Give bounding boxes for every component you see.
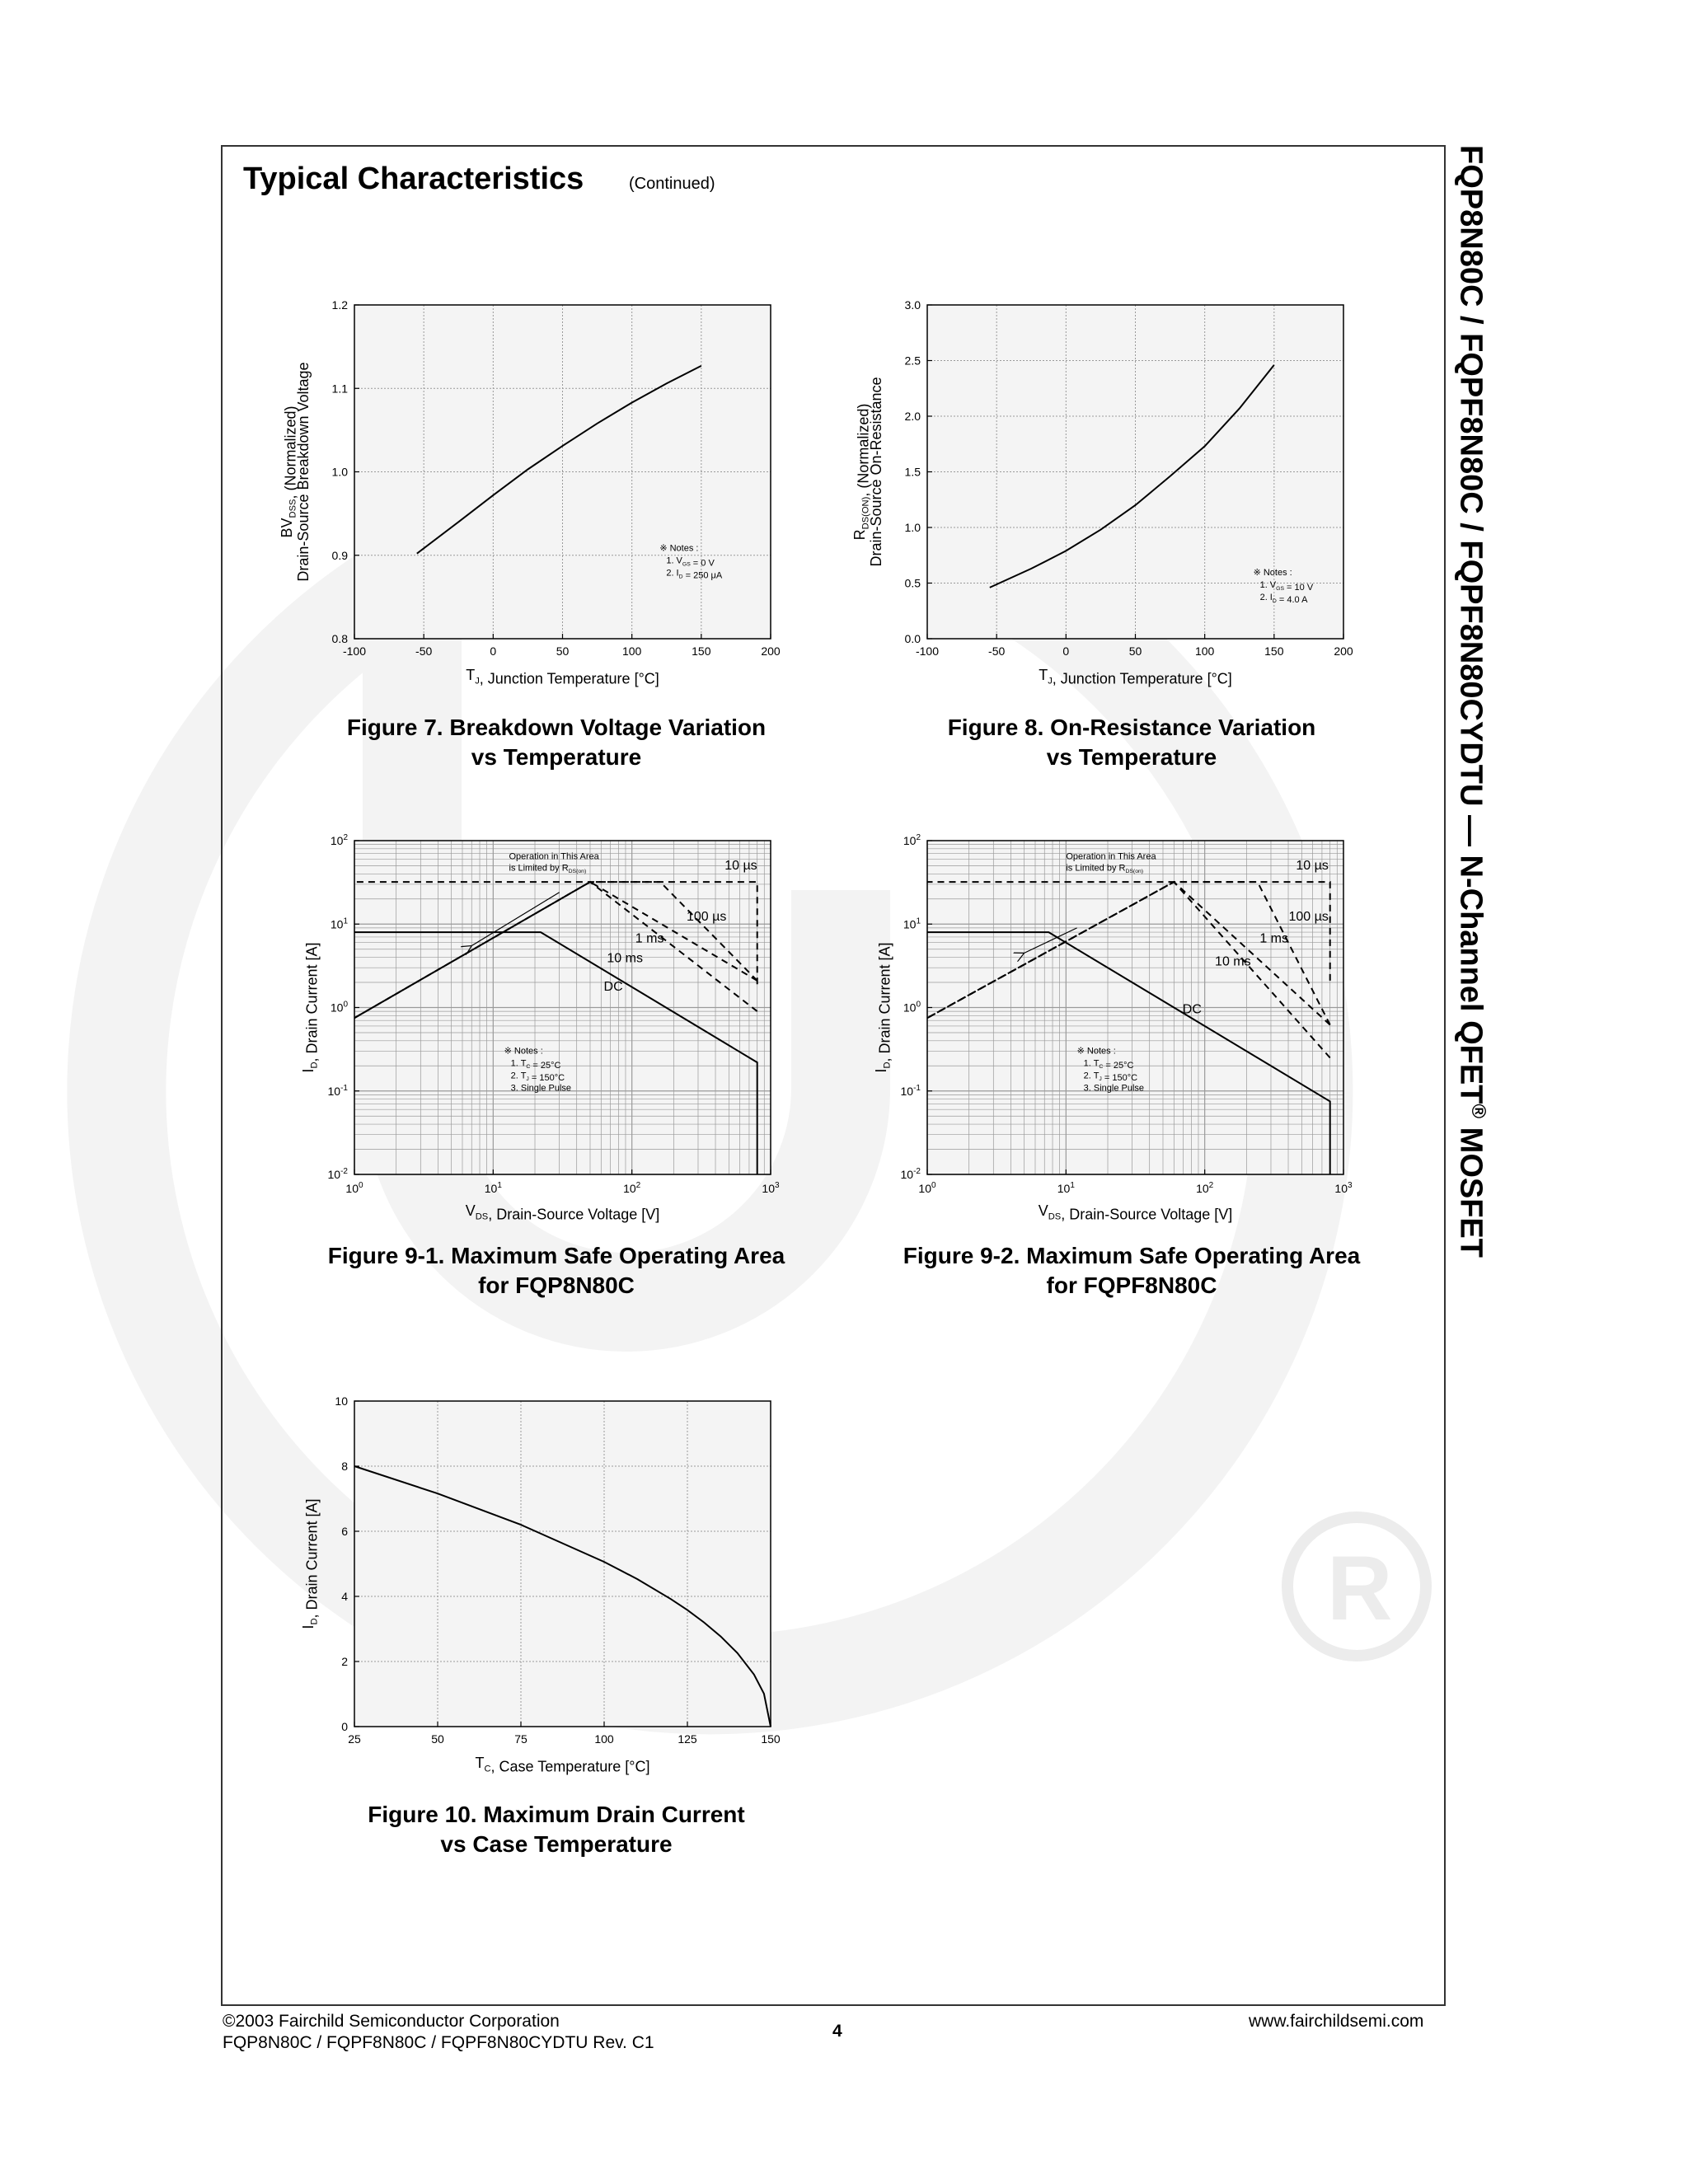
registered-mark: ® — [1467, 1104, 1489, 1119]
x-tick-label: 100 — [621, 644, 642, 658]
y-axis-label-2: Drain-Source Breakdown Voltage — [295, 362, 312, 582]
y-axis-label: $I_D$, Drain Current [A] — [873, 942, 893, 1073]
y-tick-label: 6 — [341, 1525, 348, 1538]
annotation-line-1: Operation in This Area — [1066, 851, 1156, 862]
caption-fig7: Figure 7. Breakdown Voltage Variation vs Temperature — [346, 715, 767, 770]
y-tick-label: $10^{-1}$ — [327, 1083, 348, 1098]
fig10-group — [300, 1394, 781, 1775]
chart-fig8-svg — [845, 293, 1356, 688]
note-line-2: 2. $I_D = 250$ μA — [666, 568, 723, 581]
section-continued-label: (Continued) — [629, 175, 715, 193]
series-label-dc: DC — [1182, 1002, 1202, 1017]
y-tick-label: 10 — [335, 1394, 348, 1408]
y-tick-label: 1.0 — [904, 521, 921, 534]
chart-fig7-svg — [272, 293, 783, 688]
x-axis-label: $T_J$, Junction Temperature [°C] — [466, 667, 659, 687]
y-tick-label: 2.0 — [904, 410, 921, 423]
x-tick-label: 100 — [594, 1732, 614, 1746]
chart-fig10-svg — [272, 1389, 783, 1776]
x-axis-label: $T_C$, Case Temperature [°C] — [475, 1755, 650, 1775]
series-label-10ms: 10 ms — [607, 951, 643, 966]
series-label-dc: DC — [603, 979, 623, 994]
caption-fig92: Figure 9-2. Maximum Safe Operating Area for FQPF8N80C — [903, 1243, 1361, 1298]
note-line-1: 1. $T_C = 25^\circ C$ — [510, 1058, 561, 1071]
side-document-title — [1455, 145, 1501, 1546]
x-tick-label: 200 — [761, 644, 781, 658]
footer-copyright: ©2003 Fairchild Semiconductor Corporation — [223, 2012, 560, 2031]
y-axis-label-group — [300, 1498, 321, 1629]
y-axis-label-group — [300, 942, 321, 1072]
fig92-group — [873, 833, 1353, 1223]
note-line-2: 2. $I_D = 4.0$ A — [1259, 593, 1308, 605]
y-tick-label: 0 — [341, 1720, 348, 1733]
fig91-group — [300, 833, 780, 1223]
y-axis-label: $BV_{DSS}$, (Normalized) — [279, 405, 299, 538]
x-tick-label: $10^3$ — [762, 1181, 780, 1195]
note-line-3: 3. Single Pulse — [510, 1083, 572, 1094]
svg-text:R: R — [1327, 1538, 1393, 1639]
section-title: Typical Characteristics — [243, 162, 584, 196]
y-tick-label: $10^{-2}$ — [900, 1167, 921, 1181]
x-tick-label: 150 — [692, 644, 711, 658]
x-tick-label: -50 — [988, 644, 1006, 658]
y-axis-label-group — [873, 942, 893, 1072]
fig8-group — [851, 298, 1353, 687]
annotation-line-1: Operation in This Area — [509, 851, 599, 862]
x-tick-label: 200 — [1334, 644, 1353, 658]
footer-website-link[interactable]: www.fairchildsemi.com — [1249, 2012, 1424, 2031]
x-tick-label: $10^3$ — [1334, 1181, 1353, 1195]
x-tick-label: $10^2$ — [1196, 1181, 1214, 1195]
y-tick-label: 2.5 — [904, 354, 921, 368]
note-line-0: ※ Notes : — [1253, 568, 1292, 579]
y-tick-label: $10^{-1}$ — [900, 1083, 921, 1098]
y-tick-label: 4 — [341, 1590, 348, 1603]
y-tick-label: 1.5 — [904, 465, 921, 479]
x-tick-label: $10^1$ — [1057, 1181, 1075, 1195]
chart-fig7 — [272, 293, 783, 688]
fig7-group — [279, 298, 781, 687]
annotation-line-2: is Limited by $R_{DS(on)}$ — [509, 863, 587, 875]
y-tick-label: $10^{-2}$ — [327, 1167, 348, 1181]
y-axis-label-2: Drain-Source On-Resistance — [868, 377, 884, 567]
x-tick-label: 50 — [556, 644, 570, 658]
x-tick-label: -100 — [915, 644, 940, 658]
note-line-2: 2. $T_J = 150^\circ C$ — [510, 1071, 565, 1084]
y-tick-label: $10^1$ — [903, 916, 921, 931]
note-line-2: 2. $T_J = 150^\circ C$ — [1083, 1071, 1138, 1084]
x-tick-label: $10^1$ — [484, 1181, 502, 1195]
side-title-text: FQP8N80C / FQPF8N80C / FQPF8N80CYDTU — N-Channel QFET — [1453, 145, 1489, 1104]
x-axis-label: $V_{DS}$, Drain-Source Voltage [V] — [1038, 1202, 1233, 1223]
x-axis-label: $T_J$, Junction Temperature [°C] — [1039, 667, 1232, 687]
chart-fig10 — [272, 1389, 783, 1776]
annotation-line-2: is Limited by $R_{DS(on)}$ — [1066, 863, 1144, 875]
footer-page-number: 4 — [832, 2022, 842, 2041]
note-line-1: 1. $T_C = 25^\circ C$ — [1083, 1058, 1134, 1071]
chart-fig8 — [845, 293, 1356, 688]
y-tick-label: $10^0$ — [903, 1000, 921, 1015]
caption-fig91: Figure 9-1. Maximum Safe Operating Area for FQP8N80C — [327, 1243, 785, 1298]
series-label-100us: 100 µs — [686, 910, 727, 925]
x-tick-label: 150 — [1264, 644, 1284, 658]
y-tick-label: 2 — [341, 1655, 348, 1668]
chart-fig92 — [845, 828, 1356, 1224]
series-label-10us: 10 µs — [724, 859, 757, 874]
y-axis-label-group — [851, 377, 884, 566]
chart-fig91 — [272, 828, 783, 1224]
note-line-0: ※ Notes : — [504, 1046, 543, 1057]
x-tick-label: -50 — [415, 644, 433, 658]
y-tick-label: 1.0 — [331, 465, 348, 479]
x-tick-label: 150 — [761, 1732, 781, 1746]
footer-doc-id: FQP8N80C / FQPF8N80C / FQPF8N80CYDTU Rev. C1 — [223, 2033, 654, 2052]
y-tick-label: 1.1 — [331, 382, 348, 396]
note-line-0: ※ Notes : — [1076, 1046, 1116, 1057]
caption-fig10: Figure 10. Maximum Drain Current vs Case Temperature — [368, 1802, 745, 1857]
x-tick-label: 75 — [514, 1732, 528, 1746]
y-tick-label: $10^1$ — [330, 916, 348, 931]
x-tick-label: 0 — [1062, 644, 1070, 658]
y-tick-label: 0.9 — [331, 548, 348, 562]
y-tick-label: 0.8 — [331, 632, 348, 645]
x-tick-label: 50 — [431, 1732, 444, 1746]
y-tick-label: 0.0 — [904, 632, 921, 645]
chart-fig91-svg — [272, 828, 783, 1224]
x-tick-label: 100 — [1194, 644, 1215, 658]
note-line-3: 3. Single Pulse — [1083, 1083, 1145, 1094]
series-label-10us: 10 µs — [1296, 859, 1329, 874]
series-label-10ms: 10 ms — [1215, 954, 1251, 969]
note-line-1: 1. $V_{GS} = 10$ V — [1259, 580, 1314, 593]
x-axis-label: $V_{DS}$, Drain-Source Voltage [V] — [465, 1202, 660, 1223]
y-axis-label: $R_{DS(ON)}$, (Normalized) — [851, 403, 872, 541]
chart-fig92-svg — [845, 828, 1356, 1224]
x-tick-label: 50 — [1128, 644, 1142, 658]
y-tick-label: 1.2 — [331, 298, 348, 312]
x-tick-label: $10^0$ — [918, 1181, 936, 1195]
note-line-0: ※ Notes : — [659, 543, 699, 554]
series-label-1ms: 1 ms — [635, 931, 664, 946]
y-tick-label: $10^2$ — [903, 833, 921, 847]
x-tick-label: 125 — [678, 1732, 697, 1746]
caption-fig8: Figure 8. On-Resistance Variation vs Temperature — [947, 715, 1316, 770]
x-tick-label: $10^0$ — [345, 1181, 363, 1195]
x-tick-label: -100 — [342, 644, 367, 658]
side-title-end: MOSFET — [1453, 1118, 1489, 1258]
y-axis-label: $I_D$, Drain Current [A] — [300, 942, 321, 1073]
y-axis-label-group — [279, 362, 312, 581]
series-label-100us: 100 µs — [1288, 910, 1329, 925]
x-tick-label: 25 — [348, 1732, 361, 1746]
y-axis-label: $I_D$, Drain Current [A] — [300, 1498, 321, 1629]
note-line-1: 1. $V_{GS} = 0$ V — [666, 555, 715, 569]
y-tick-label: 0.5 — [904, 576, 921, 590]
x-tick-label: $10^2$ — [623, 1181, 641, 1195]
y-tick-label: $10^2$ — [330, 833, 348, 847]
x-tick-label: 0 — [490, 644, 497, 658]
plot-area — [354, 1401, 771, 1727]
y-tick-label: 8 — [341, 1460, 348, 1473]
y-tick-label: $10^0$ — [330, 1000, 348, 1015]
y-tick-label: 3.0 — [904, 298, 921, 312]
series-label-1ms: 1 ms — [1259, 931, 1289, 946]
